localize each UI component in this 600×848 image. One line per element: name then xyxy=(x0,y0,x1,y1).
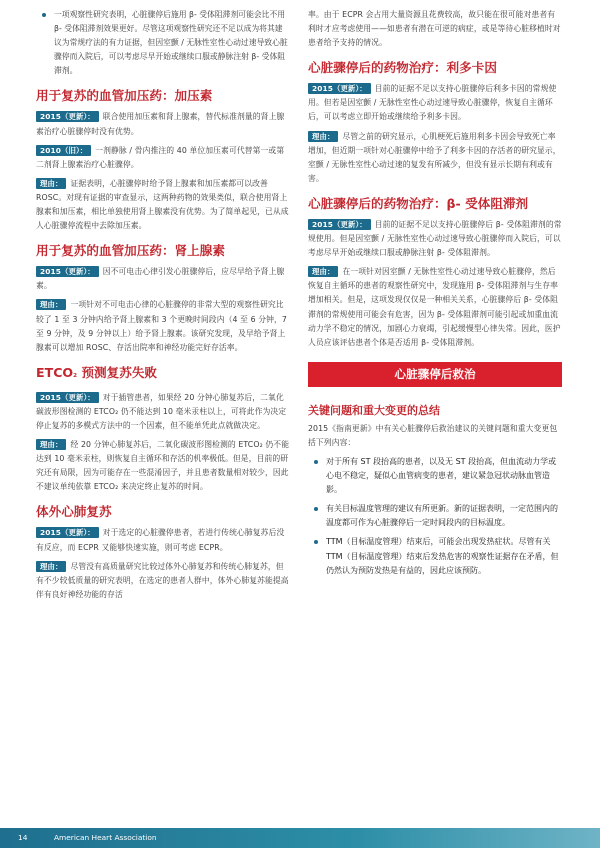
heading-part: ETCO xyxy=(36,364,74,380)
section-heading-beta-blocker: 心脏骤停后的药物治疗：β- 受体阻滞剂 xyxy=(308,195,529,211)
heading-part: 预测复苏失败 xyxy=(77,364,158,380)
paragraph-text: 一项针对不可电击心律的心脏骤停的非常大型的观察性研究比较了 1 至 3 分钟内给予肾上腺素和 3 个更晚时间段内（4 至 6 分钟，7 至 9 分钟，及 9 分钟以上）给予肾上腺素。该研究发现，及早给予肾上腺素可以增加 ROSC、存活出院率和神经功能完好存活率。 xyxy=(36,300,287,352)
page-footer xyxy=(0,828,600,848)
paragraph-text: 一剂静脉 / 骨内推注的 40 单位加压素可代替第一或第二剂肾上腺素治疗心脏骤停。 xyxy=(36,145,285,169)
list-item: 有关目标温度管理的建议有所更新。新的证据表明，一定范围内的温度都可作为心脏骤停后一定时间段内的目标温度。 xyxy=(326,502,562,530)
rationale-badge: 理由： xyxy=(36,561,66,572)
paragraph xyxy=(36,391,290,433)
update-badge: 2015（更新）： xyxy=(36,392,99,403)
left-column xyxy=(36,8,290,607)
paragraph-text: 尽管之前的研究显示，心肌梗死后施用利多卡因会导致死亡率增加，但近期一项针对心脏骤停中给予了利多卡因的存活者的研究显示，室颤 / 无脉性室性心动过速的复发有所减少，但没有显示长期有利或有害。 xyxy=(308,131,561,183)
heading-subscript: 2 xyxy=(73,372,78,379)
rationale-badge: 理由： xyxy=(36,439,66,450)
section-banner: 心脏骤停后救治 xyxy=(308,362,562,387)
rationale-badge: 理由： xyxy=(308,266,338,277)
section-heading-ecpr: 体外心肺复苏 xyxy=(36,504,112,520)
update-badge: 2015（更新）： xyxy=(308,219,371,230)
paragraph xyxy=(36,265,290,293)
old-badge: 2010（旧）： xyxy=(36,145,91,156)
list-item: 一项观察性研究表明，心脏骤停后施用 β- 受体阻滞剂可能会比不用 β- 受体阻滞剂效果更好。尽管这项观察性研究还不足以成为将其建议为常规疗法的有力证据，但因室颤 / 无脉性室性心动过速导致心脏骤停而入院后，可以考虑尽早开始或继续口服或静脉注射 β- 受体阻滞剂。 xyxy=(54,8,290,78)
right-column xyxy=(308,8,562,583)
paragraph xyxy=(308,130,562,186)
section-heading-lidocaine: 心脏骤停后的药物治疗：利多卡因 xyxy=(308,60,497,76)
intro-bullet-list xyxy=(36,8,290,78)
paragraph-text: 在一项针对因室颤 / 无脉性室性心动过速导致心脏骤停，然后恢复自主循环的患者的观察性研究中，发现施用 β- 受体阻滞剂与生存率增加相关。但是，这项发现仅仅是一种相关关系，心脏骤停后 β- 受体阻滞剂的常规使用可能会有危害，因为 β- 受体阻滞剂可能引起或加重血流动力学不稳定的情况，加剧心力衰竭，引起缓慢型心律失常。因此，医护人员应该评估患者个体是否适用 β- 受体阻滞剂。 xyxy=(308,267,561,347)
section-heading-vasopressin: 用于复苏的血管加压药：加压素 xyxy=(36,88,213,104)
paragraph xyxy=(36,438,290,494)
rationale-badge: 理由： xyxy=(36,299,66,310)
update-badge: 2015（更新）： xyxy=(36,527,99,538)
paragraph xyxy=(308,218,562,260)
section-heading-etco2 xyxy=(36,364,290,385)
rationale-badge: 理由： xyxy=(308,131,338,142)
paragraph xyxy=(36,177,290,233)
section-heading-epinephrine: 用于复苏的血管加压药：肾上腺素 xyxy=(36,243,225,259)
page-number: 14 xyxy=(18,833,28,842)
summary-bullet-list xyxy=(308,455,562,578)
paragraph-text: 对于插管患者，如果经 20 分钟心肺复苏后，二氧化碳波形图检测的 ETCO₂ 仍不能达到 10 毫米汞柱以上，可将此作为决定停止复苏的多模式方法中的一个因素，但不能单凭此点就做决定。 xyxy=(36,392,287,430)
rationale-badge: 理由： xyxy=(36,178,66,189)
footer-organization: American Heart Association xyxy=(54,833,157,842)
paragraph-text: 经 20 分钟心肺复苏后，二氧化碳波形图检测的 ETCO₂ 仍不能达到 10 毫米汞柱，则恢复自主循环和存活的机率极低。但是，目前的研究还有局限，因为可能存在一些混淆因子，并且患者数量相对较少，因此不建议单纯依靠 ETCO₂ 来决定终止复苏的时间。 xyxy=(36,440,290,492)
update-badge: 2015（更新）： xyxy=(36,266,99,277)
paragraph xyxy=(308,265,562,350)
paragraph xyxy=(36,526,290,554)
summary-intro: 2015《指南更新》中有关心脏骤停后救治建议的关键问题和重大变更包括下列内容： xyxy=(308,423,558,447)
paragraph-text: 对于选定的心脏骤停患者，若进行传统心肺复苏后没有反应，而 ECPR 又能够快速实施，则可考虑 ECPR。 xyxy=(36,528,285,552)
paragraph-text: 联合使用加压素和肾上腺素，替代标准剂量的肾上腺素治疗心脏骤停时没有优势。 xyxy=(36,112,285,136)
paragraph-text: 因不可电击心律引发心脏骤停后，应尽早给予肾上腺素。 xyxy=(36,267,285,291)
paragraph-text: 目前的证据不足以支持心脏骤停后利多卡因的常规使用。但若是因室颤 / 无脉性室性心动过速导致心脏骤停，恢复自主循环后，可以考虑立即开始或继续给予利多卡因。 xyxy=(308,84,557,122)
paragraph xyxy=(308,82,562,124)
section-heading-summary: 关键问题和重大变更的总结 xyxy=(308,403,440,417)
paragraph xyxy=(36,110,290,138)
paragraph xyxy=(36,298,290,354)
list-item: 对于所有 ST 段抬高的患者，以及无 ST 段抬高，但血流动力学或心电不稳定，疑似心血管病变的患者，建议紧急冠状动脉血管造影。 xyxy=(326,455,562,497)
paragraph-text: 证据表明，心脏骤停时给予肾上腺素和加压素都可以改善 ROSC。对现有证据的审查显示，这两种药物的效果类似，联合使用肾上腺素和加压素，相比单独使用肾上腺素没有优势。为了简单起见，已从成人心脏骤停流程中去除加压素。 xyxy=(36,178,289,231)
update-badge: 2015（更新）： xyxy=(308,83,371,94)
update-badge: 2015（更新）： xyxy=(36,111,99,122)
paragraph xyxy=(36,144,290,172)
paragraph-text: 尽管没有高质量研究比较过体外心肺复苏和传统心肺复苏，但有不少较低质量的研究表明，在选定的患者人群中，体外心肺复苏能提高伴有良好神经功能的存活 xyxy=(36,561,289,599)
paragraph xyxy=(36,560,290,602)
list-item: TTM（目标温度管理）结束后，可能会出现发热症状。尽管有关 TTM（目标温度管理）结束后发热危害的观察性证据存在矛盾，但仍然认为预防发热是有益的，因此应该预防。 xyxy=(326,535,562,577)
paragraph-text: 目前的证据不足以支持心脏骤停后 β- 受体阻滞剂的常规使用。但是因室颤 / 无脉性室性心动过速导致心脏骤停而入院后，可以考虑尽早开始或继续口服或静脉注射 β- 受体阻滞剂。 xyxy=(308,219,562,258)
paragraph-continued: 率。由于 ECPR 会占用大量资源且花费较高，故只能在很可能对患者有利时才应考虑使用——如患者有潜在可逆的病症，或是等待心脏移植时对患者给予支持的情况。 xyxy=(308,10,561,48)
